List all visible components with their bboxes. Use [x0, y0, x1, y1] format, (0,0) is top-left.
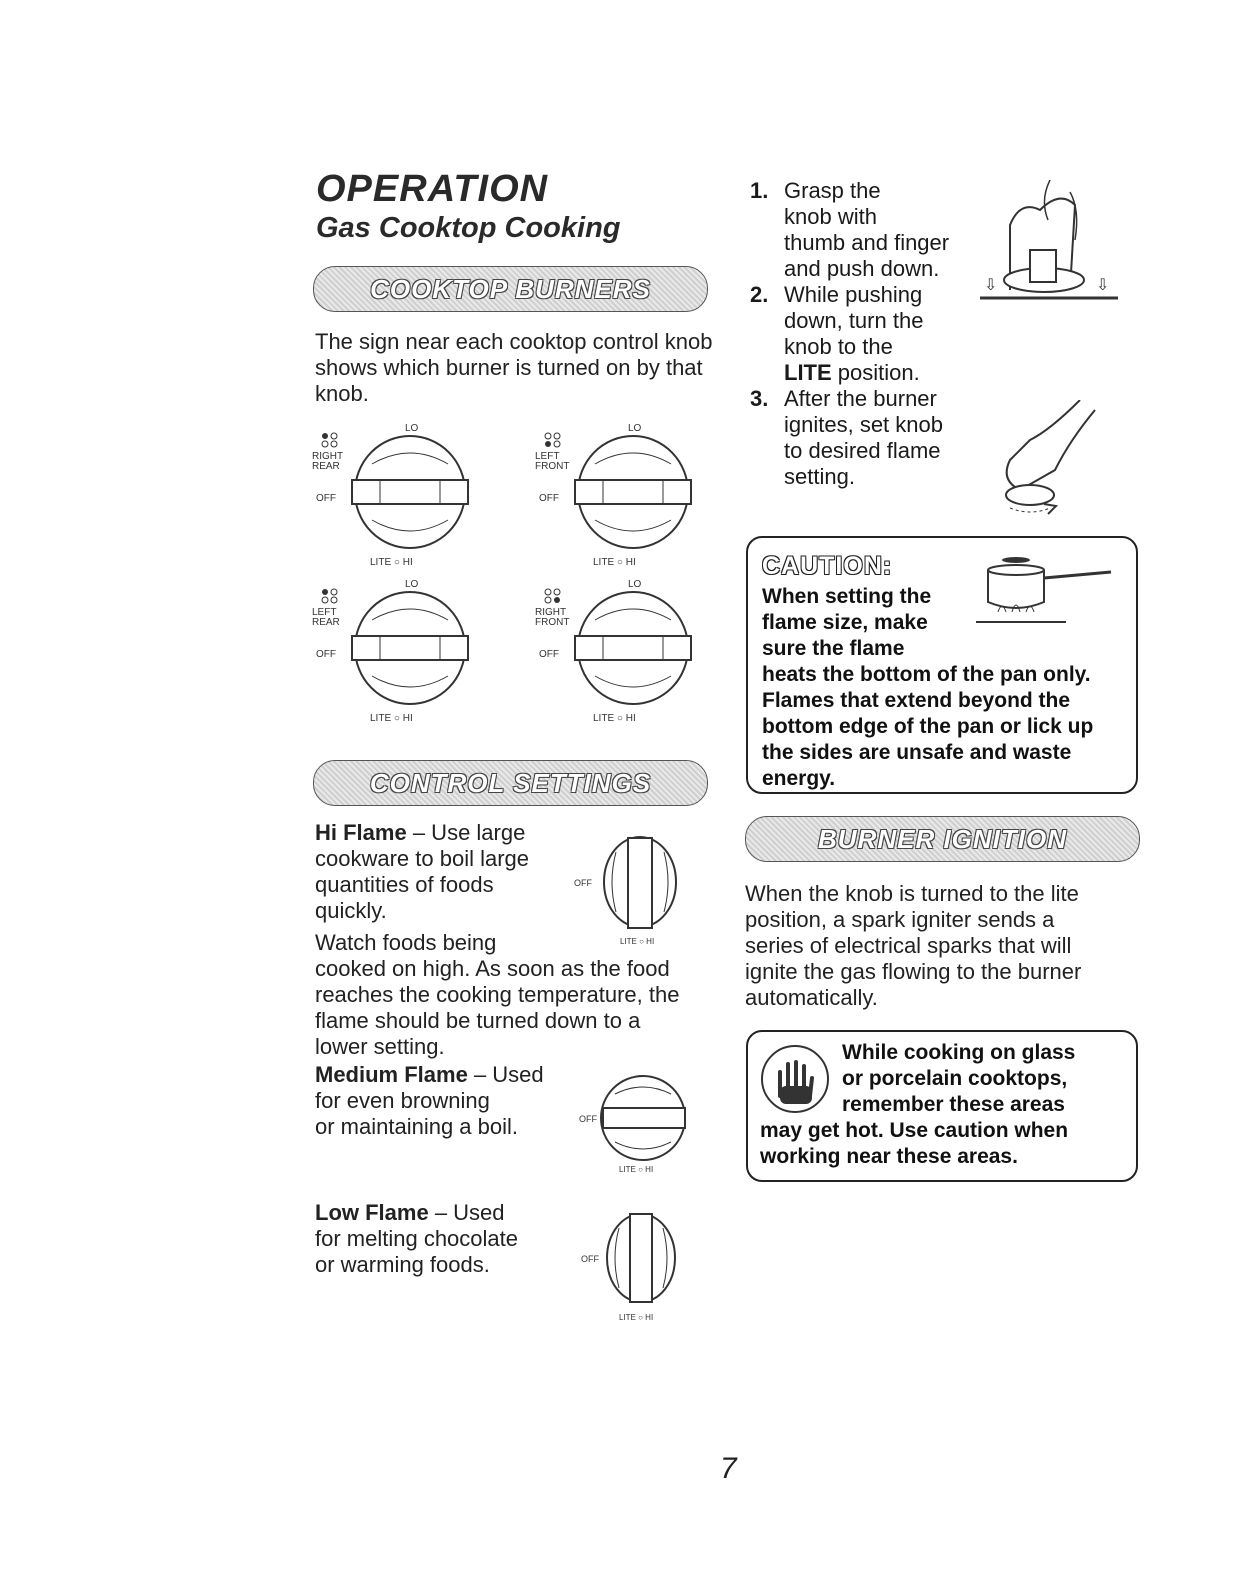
step-line: While pushing [784, 282, 923, 307]
hi-flame-watch-line: cooked on high. As soon as the food [315, 956, 670, 981]
medium-flame-label: Medium Flame [315, 1062, 468, 1087]
cooktop-burners-intro: The sign near each cooktop control knob shows which burner is turned on by that knob. [315, 329, 713, 406]
burner-ignition-text [745, 881, 1135, 1011]
knob-hi-label: HI [625, 557, 636, 568]
knob-position-label: RIGHT [535, 607, 567, 618]
hi-flame-line: quantities of foods [315, 872, 494, 897]
svg-text:OFF: OFF [579, 1114, 597, 1124]
caution-heading: CAUTION: [762, 552, 893, 580]
knob-off-label: OFF [539, 493, 559, 504]
warning-line: remember these areas [842, 1093, 1065, 1116]
knob-diagram-left-front: LEFT FRONT OFF LO LITE ○ HI [535, 422, 720, 572]
page-number: 7 [720, 1452, 737, 1485]
turn-knob-hand-icon [1000, 400, 1100, 520]
knob-position-label: LEFT [535, 451, 560, 462]
knob-position-label: LEFT [312, 607, 337, 618]
caution-line: bottom edge of the pan or lick up [762, 715, 1094, 738]
knob-lite-label: LITE [593, 713, 615, 724]
page-subtitle: Gas Cooktop Cooking [316, 212, 621, 244]
step-number: 2. [750, 282, 769, 307]
knob-position-label: FRONT [535, 461, 570, 472]
low-flame-knob-icon [575, 1198, 705, 1328]
knob-diagram-left-rear: LEFT REAR OFF LO LITE ○ HI [312, 578, 497, 728]
knob-hi-label: HI [625, 713, 636, 724]
hot-surface-hand-icon [758, 1042, 832, 1116]
svg-text:⇩: ⇩ [984, 277, 998, 294]
svg-text:OFF: OFF [574, 878, 592, 888]
step-line: knob to the [784, 334, 893, 359]
low-flame-label: Low Flame [315, 1200, 429, 1225]
knob-off-label: OFF [539, 649, 559, 660]
burner-ignition-banner-label: BURNER IGNITION [818, 823, 1067, 854]
step-line: thumb and finger [784, 230, 950, 255]
caution-line: energy. [762, 767, 836, 790]
hi-flame-watch-line: Watch foods being [315, 930, 497, 955]
hi-flame-line: quickly. [315, 898, 387, 923]
hi-flame-label: Hi Flame [315, 820, 407, 845]
push-knob-hand-icon [980, 180, 1120, 305]
caution-line: Flames that extend beyond the [762, 689, 1071, 712]
knob-lo-label: LO [628, 423, 642, 434]
knob-hi-label: HI [402, 713, 413, 724]
step-line: down, turn the [784, 308, 924, 333]
knob-off-label: OFF [316, 493, 336, 504]
svg-text:LITE ○ HI: LITE ○ HI [619, 1313, 654, 1322]
hi-flame-line: cookware to boil large [315, 846, 530, 871]
knob-lo-label: LO [405, 579, 419, 590]
hi-flame-knob-icon [570, 820, 700, 950]
hi-flame-line: – Use large [412, 820, 526, 845]
caution-line: When setting the [762, 585, 932, 608]
svg-text:LITE ○ HI: LITE ○ HI [620, 937, 655, 946]
step-line: Grasp the [784, 178, 881, 203]
step-line: position. [831, 360, 920, 385]
caution-box [746, 536, 1138, 794]
warning-line: While cooking on glass [842, 1041, 1076, 1064]
low-flame-line: for melting chocolate [315, 1226, 518, 1251]
low-flame-line: – Used [434, 1200, 505, 1225]
step-item [750, 386, 980, 490]
step-number: 1. [750, 178, 769, 203]
knob-illustration [535, 578, 720, 728]
step-line: ignites, set knob [784, 412, 943, 437]
knob-illustration [312, 422, 497, 572]
step-number: 3. [750, 386, 769, 411]
knob-hi-label: HI [402, 557, 413, 568]
svg-text:⇩: ⇩ [1096, 277, 1110, 294]
step-line: setting. [784, 464, 855, 489]
cooktop-burners-banner-label: COOKTOP BURNERS [370, 273, 651, 304]
ignition-steps [750, 178, 980, 490]
page-title: OPERATION [316, 168, 549, 210]
ignition-line: When the knob is turned to the lite [745, 881, 1079, 906]
warning-line: or porcelain cooktops, [842, 1067, 1068, 1090]
ignition-line: position, a spark igniter sends a [745, 907, 1055, 932]
step-line: knob with [784, 204, 877, 229]
medium-flame-line: or maintaining a boil. [315, 1114, 519, 1139]
warning-line: working near these areas. [760, 1145, 1018, 1168]
caution-line: the sides are unsafe and waste [762, 741, 1072, 764]
step-bold-word: LITE [784, 360, 832, 385]
caution-line: flame size, make [762, 611, 928, 634]
medium-flame-knob-icon [575, 1058, 705, 1178]
knob-position-label: RIGHT [312, 451, 344, 462]
step-item [750, 178, 980, 282]
medium-flame-line: for even browning [315, 1088, 490, 1113]
knob-position-label: FRONT [535, 617, 570, 628]
pan-flame-icon [976, 552, 1116, 632]
svg-text:OFF: OFF [581, 1254, 599, 1264]
warning-line: may get hot. Use caution when [760, 1119, 1069, 1142]
medium-flame-text [315, 1062, 585, 1140]
low-flame-text [315, 1200, 585, 1278]
hi-flame-watch-line: reaches the cooking temperature, the [315, 982, 680, 1007]
step-line: and push down. [784, 256, 940, 281]
step-line: to desired flame [784, 438, 941, 463]
caution-line: heats the bottom of the pan only. [762, 663, 1091, 686]
ignition-line: series of electrical sparks that will [745, 933, 1072, 958]
knob-lite-label: LITE [370, 557, 392, 568]
knob-diagram-right-rear: RIGHT REAR OFF LO LITE ○ HI [312, 422, 497, 572]
control-settings-banner-label: CONTROL SETTINGS [369, 767, 652, 798]
knob-diagram-right-front: RIGHT FRONT OFF LO LITE ○ HI [535, 578, 720, 728]
medium-flame-line: – Used [473, 1062, 544, 1087]
knob-illustration [312, 578, 497, 728]
hi-flame-watch-line: lower setting. [315, 1034, 445, 1059]
ignition-line: ignite the gas flowing to the burner [745, 959, 1082, 984]
knob-position-label: REAR [312, 461, 340, 472]
hi-flame-watch-line: flame should be turned down to a [315, 1008, 641, 1033]
low-flame-line: or warming foods. [315, 1252, 490, 1277]
step-line: After the burner [784, 386, 937, 411]
control-settings-banner [313, 760, 708, 806]
caution-line: sure the flame [762, 637, 905, 660]
burner-ignition-banner [745, 816, 1140, 862]
cooktop-burners-banner [313, 266, 708, 312]
ignition-line: automatically. [745, 985, 878, 1010]
svg-text:LITE ○ HI: LITE ○ HI [619, 1165, 654, 1174]
knob-lo-label: LO [628, 579, 642, 590]
knob-lo-label: LO [405, 423, 419, 434]
knob-lite-label: LITE [370, 713, 392, 724]
warning-box [746, 1030, 1138, 1182]
knob-position-label: REAR [312, 617, 340, 628]
knob-off-label: OFF [316, 649, 336, 660]
knob-illustration [535, 422, 720, 572]
knob-lite-label: LITE [593, 557, 615, 568]
step-item [750, 282, 980, 386]
